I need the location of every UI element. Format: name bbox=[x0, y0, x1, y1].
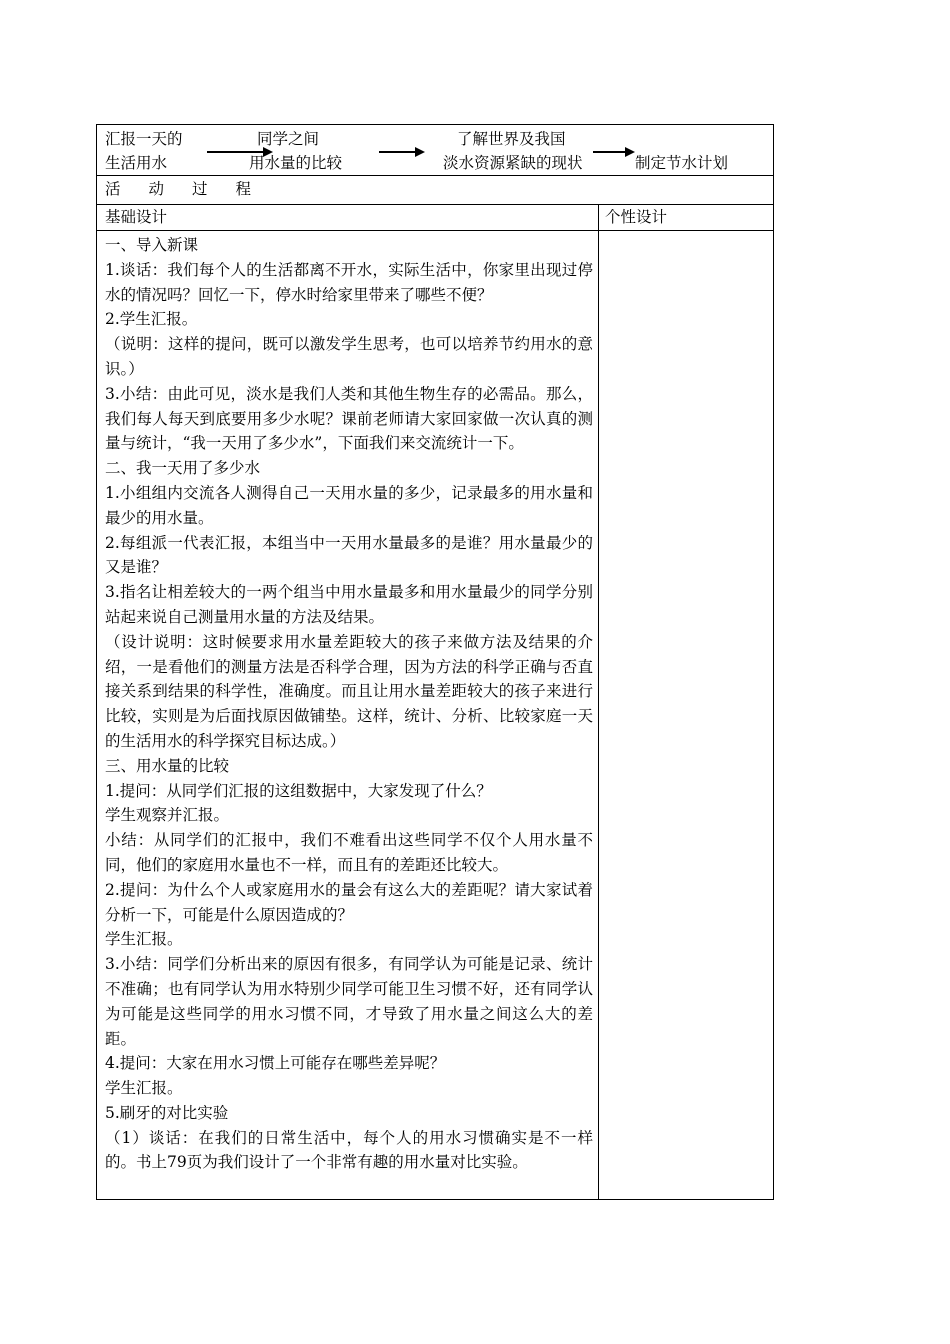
content-paragraph: 小结：从同学们的汇报中，我们不难看出这些同学不仅个人用水量不同，他们的家庭用水量也不一样，而且有的差距还比较大。 bbox=[105, 831, 593, 874]
heading-char: 动 bbox=[148, 180, 165, 198]
flow-step3-line2: 淡水资源紧缺的现状 bbox=[443, 154, 583, 172]
activity-process-heading bbox=[105, 179, 279, 199]
row-divider bbox=[97, 204, 773, 205]
flow-step3-line1: 了解世界及我国 bbox=[457, 130, 566, 148]
flow-step2-line2: 用水量的比较 bbox=[249, 154, 343, 172]
heading-char: 过 bbox=[192, 180, 208, 198]
heading-char: 程 bbox=[235, 180, 252, 198]
content-paragraph: 5.刷牙的对比实验 bbox=[105, 1103, 229, 1122]
flow-arrow-icon bbox=[379, 147, 425, 157]
flow-step1-line1: 汇报一天的 bbox=[105, 130, 183, 148]
content-paragraph: 3.小结：由此可见，淡水是我们人类和其他生物生存的必需品。那么，我们每人每天到底要用多少水呢？课前老师请大家回家做一次认真的测量与统计，“我一天用了多少水”，下面我们来交流统计一下。 bbox=[105, 384, 593, 453]
content-paragraph: （设计说明：这时候要求用水量差距较大的孩子来做方法及结果的介绍，一是看他们的测量方法是否科学合理，因为方法的科学正确与否直接关系到结果的科学性，准确度。而且让用水量差距较大的孩子来进行比较，实则是为后面找原因做铺垫。这样，统计、分析、比较家庭一天的生活用水的科学探究目标达成。） bbox=[105, 632, 593, 750]
column-divider bbox=[598, 205, 599, 1199]
content-paragraph: 2.每组派一代表汇报，本组当中一天用水量最多的是谁？用水量最少的又是谁？ bbox=[105, 533, 593, 577]
content-paragraph: 2.提问：为什么个人或家庭用水的量会有这么大的差距呢？请大家试着分析一下，可能是什么原因造成的？ bbox=[105, 880, 593, 924]
content-paragraph: 一、导入新课 bbox=[105, 236, 199, 254]
row-divider bbox=[97, 175, 773, 176]
content-paragraph: 学生汇报。 bbox=[105, 1079, 183, 1098]
lesson-table bbox=[96, 124, 774, 1200]
heading-char: 活 bbox=[105, 180, 121, 198]
content-paragraph: 二、我一天用了多少水 bbox=[105, 459, 261, 478]
flow-arrow-icon bbox=[593, 147, 635, 157]
content-paragraph: 1.谈话：我们每个人的生活都离不开水，实际生活中，你家里出现过停水的情况吗？回忆一下，停水时给家里带来了哪些不便？ bbox=[105, 260, 593, 304]
personal-design-heading: 个性设计 bbox=[605, 208, 668, 226]
content-paragraph: （说明：这样的提问，既可以激发学生思考，也可以培养节约用水的意识。） bbox=[105, 335, 593, 378]
content-paragraph: 学生汇报。 bbox=[105, 930, 183, 949]
content-paragraph: 3.指名让相差较大的一两个组当中用水量最多和用水量最少的同学分别站起来说自己测量用水量的方法及结果。 bbox=[105, 583, 593, 626]
flow-step1-line2: 生活用水 bbox=[105, 154, 168, 172]
content-paragraph: 1.提问：从同学们汇报的这组数据中，大家发现了什么？ bbox=[105, 781, 492, 800]
content-paragraph: 三、用水量的比较 bbox=[105, 756, 230, 775]
content-paragraph: 2.学生汇报。 bbox=[105, 310, 198, 329]
flow-step4: 制定节水计划 bbox=[635, 154, 729, 172]
basic-design-content bbox=[105, 233, 593, 1175]
basic-design-heading: 基础设计 bbox=[105, 208, 168, 226]
content-paragraph: 学生观察并汇报。 bbox=[105, 806, 230, 825]
row-divider bbox=[97, 230, 773, 231]
flow-step2-line1: 同学之间 bbox=[257, 130, 320, 148]
content-paragraph: （1）谈话：在我们的日常生活中，每个人的用水习惯确实是不一样的。书上79页为我们设计了一个非常有趣的用水量对比实验。 bbox=[105, 1128, 593, 1172]
content-paragraph: 3.小结：同学们分析出来的原因有很多，有同学认为可能是记录、统计不准确；也有同学认为用水特别少同学可能卫生习惯不好，还有同学认为可能是这些同学的用水习惯不同，才导致了用水量之间这么大的差距。 bbox=[105, 955, 593, 1048]
content-paragraph: 1.小组组内交流各人测得自己一天用水量的多少，记录最多的用水量和最少的用水量。 bbox=[105, 483, 593, 527]
content-paragraph: 4.提问：大家在用水习惯上可能存在哪些差异呢？ bbox=[105, 1054, 446, 1073]
